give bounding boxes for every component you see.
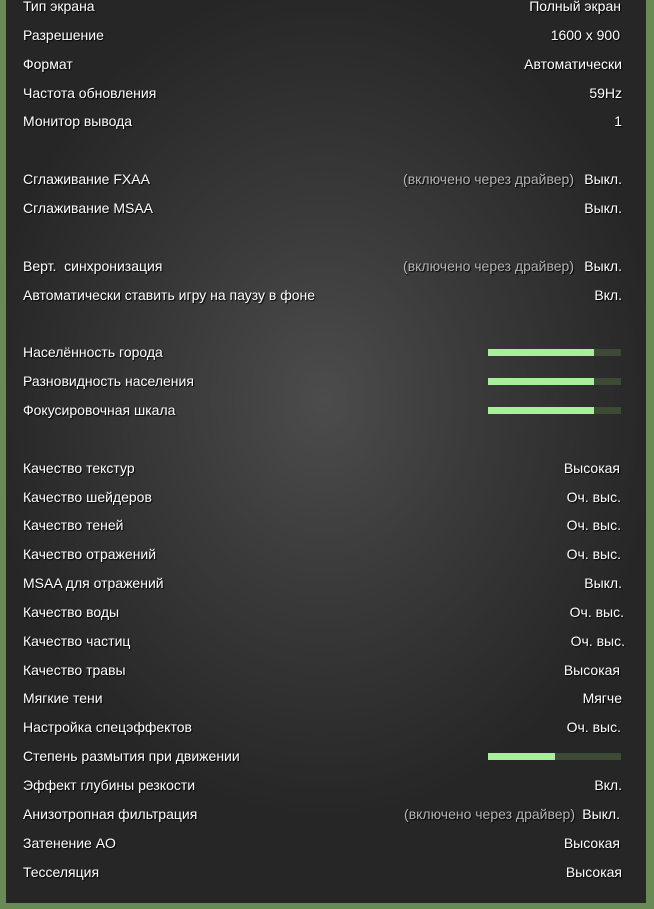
- setting-label: Тесселяция: [23, 864, 100, 880]
- setting-value[interactable]: Полный экран: [529, 0, 621, 14]
- setting-value[interactable]: Вкл.: [594, 287, 622, 303]
- setting-value[interactable]: Оч. выс.: [566, 489, 621, 505]
- setting-label: Разновидность населения: [23, 373, 194, 389]
- setting-label: Качество травы: [23, 662, 126, 678]
- vsync-row[interactable]: [6, 252, 646, 280]
- slider-fill: [488, 753, 555, 760]
- soft-shadows-row[interactable]: [6, 684, 646, 712]
- population-density-row[interactable]: [6, 338, 646, 366]
- setting-value[interactable]: Мягче: [582, 690, 622, 706]
- setting-label: Формат: [23, 56, 73, 72]
- setting-value[interactable]: Выкл.: [582, 806, 620, 822]
- anisotropic-row[interactable]: [6, 800, 646, 828]
- setting-label: Затенение AO: [23, 835, 116, 851]
- setting-value[interactable]: Оч. выс.: [566, 546, 621, 562]
- setting-value[interactable]: Оч. выс.: [566, 517, 621, 533]
- population-variety-slider[interactable]: [488, 378, 621, 385]
- setting-value[interactable]: Высокая: [563, 662, 620, 678]
- grass-quality-row[interactable]: [6, 656, 646, 684]
- shadow-quality-row[interactable]: [6, 511, 646, 539]
- setting-label: Верт. синхронизация: [23, 258, 163, 274]
- setting-label: Качество теней: [23, 517, 124, 533]
- setting-value[interactable]: Оч. выс.: [569, 604, 624, 620]
- setting-label: Автоматически ставить игру на паузу в фоне: [23, 287, 316, 303]
- fxaa-row[interactable]: [6, 165, 646, 193]
- setting-label: Анизотропная фильтрация: [23, 806, 198, 822]
- setting-label: Качество текстур: [23, 460, 135, 476]
- tessellation-row[interactable]: [6, 858, 646, 886]
- setting-label: MSAA для отражений: [23, 575, 164, 591]
- distance-scaling-row[interactable]: [6, 396, 646, 424]
- driver-note: (включено через драйвер): [403, 171, 574, 187]
- setting-label: Степень размытия при движении: [23, 748, 240, 764]
- setting-label: Сглаживание FXAA: [23, 171, 150, 187]
- output-monitor-row[interactable]: [6, 107, 646, 135]
- setting-value[interactable]: 59Hz: [589, 85, 622, 101]
- depth-of-field-row[interactable]: [6, 771, 646, 799]
- setting-label: Фокусировочная шкала: [23, 402, 176, 418]
- setting-label: Настройка спецэффектов: [23, 719, 192, 735]
- population-variety-row[interactable]: [6, 367, 646, 395]
- slider-fill: [488, 378, 594, 385]
- setting-value[interactable]: Высокая: [563, 460, 620, 476]
- setting-value[interactable]: Оч. выс.: [570, 633, 625, 649]
- graphics-settings-panel: [6, 0, 646, 903]
- distance-scaling-slider[interactable]: [488, 407, 621, 414]
- setting-value[interactable]: Оч. выс.: [566, 719, 621, 735]
- particle-quality-row[interactable]: [6, 627, 646, 655]
- setting-label: Качество отражений: [23, 546, 157, 562]
- driver-note: (включено через драйвер): [403, 258, 574, 274]
- setting-value[interactable]: Автоматически: [524, 56, 622, 72]
- setting-value[interactable]: 1: [614, 113, 622, 129]
- setting-label: Разрешение: [23, 27, 104, 43]
- setting-label: Качество воды: [23, 604, 120, 620]
- setting-label: Эффект глубины резкости: [23, 777, 196, 793]
- setting-label: Населённость города: [23, 344, 163, 360]
- texture-quality-row[interactable]: [6, 454, 646, 482]
- aspect-row[interactable]: [6, 50, 646, 78]
- post-fx-row[interactable]: [6, 713, 646, 741]
- setting-label: Сглаживание MSAA: [23, 200, 154, 216]
- motion-blur-row[interactable]: [6, 742, 646, 770]
- shader-quality-row[interactable]: [6, 483, 646, 511]
- setting-value[interactable]: Выкл.: [584, 171, 622, 187]
- motion-blur-slider[interactable]: [488, 753, 621, 760]
- refresh-rate-row[interactable]: [6, 79, 646, 107]
- setting-value[interactable]: 1600 x 900: [550, 27, 620, 43]
- setting-label: Монитор вывода: [23, 113, 133, 129]
- setting-value[interactable]: Высокая: [563, 835, 620, 851]
- slider-fill: [488, 407, 594, 414]
- reflection-quality-row[interactable]: [6, 540, 646, 568]
- setting-value[interactable]: Выкл.: [584, 258, 622, 274]
- ambient-occlusion-row[interactable]: [6, 829, 646, 857]
- water-quality-row[interactable]: [6, 598, 646, 626]
- population-density-slider[interactable]: [488, 349, 621, 356]
- setting-value[interactable]: Вкл.: [594, 777, 622, 793]
- setting-label: Мягкие тени: [23, 690, 103, 706]
- screen-type-row[interactable]: [6, 0, 646, 20]
- msaa-row[interactable]: [6, 194, 646, 222]
- setting-label: Качество частиц: [23, 633, 131, 649]
- setting-label: Качество шейдеров: [23, 489, 152, 505]
- setting-label: Тип экрана: [23, 0, 95, 14]
- driver-note: (включено через драйвер): [404, 806, 575, 822]
- setting-label: Частота обновления: [23, 85, 157, 101]
- reflection-msaa-row[interactable]: [6, 569, 646, 597]
- setting-value[interactable]: Выкл.: [584, 575, 622, 591]
- setting-value[interactable]: Высокая: [565, 864, 622, 880]
- slider-fill: [488, 349, 594, 356]
- setting-value[interactable]: Выкл.: [584, 200, 622, 216]
- resolution-row[interactable]: [6, 21, 646, 49]
- auto-pause-row[interactable]: [6, 281, 646, 309]
